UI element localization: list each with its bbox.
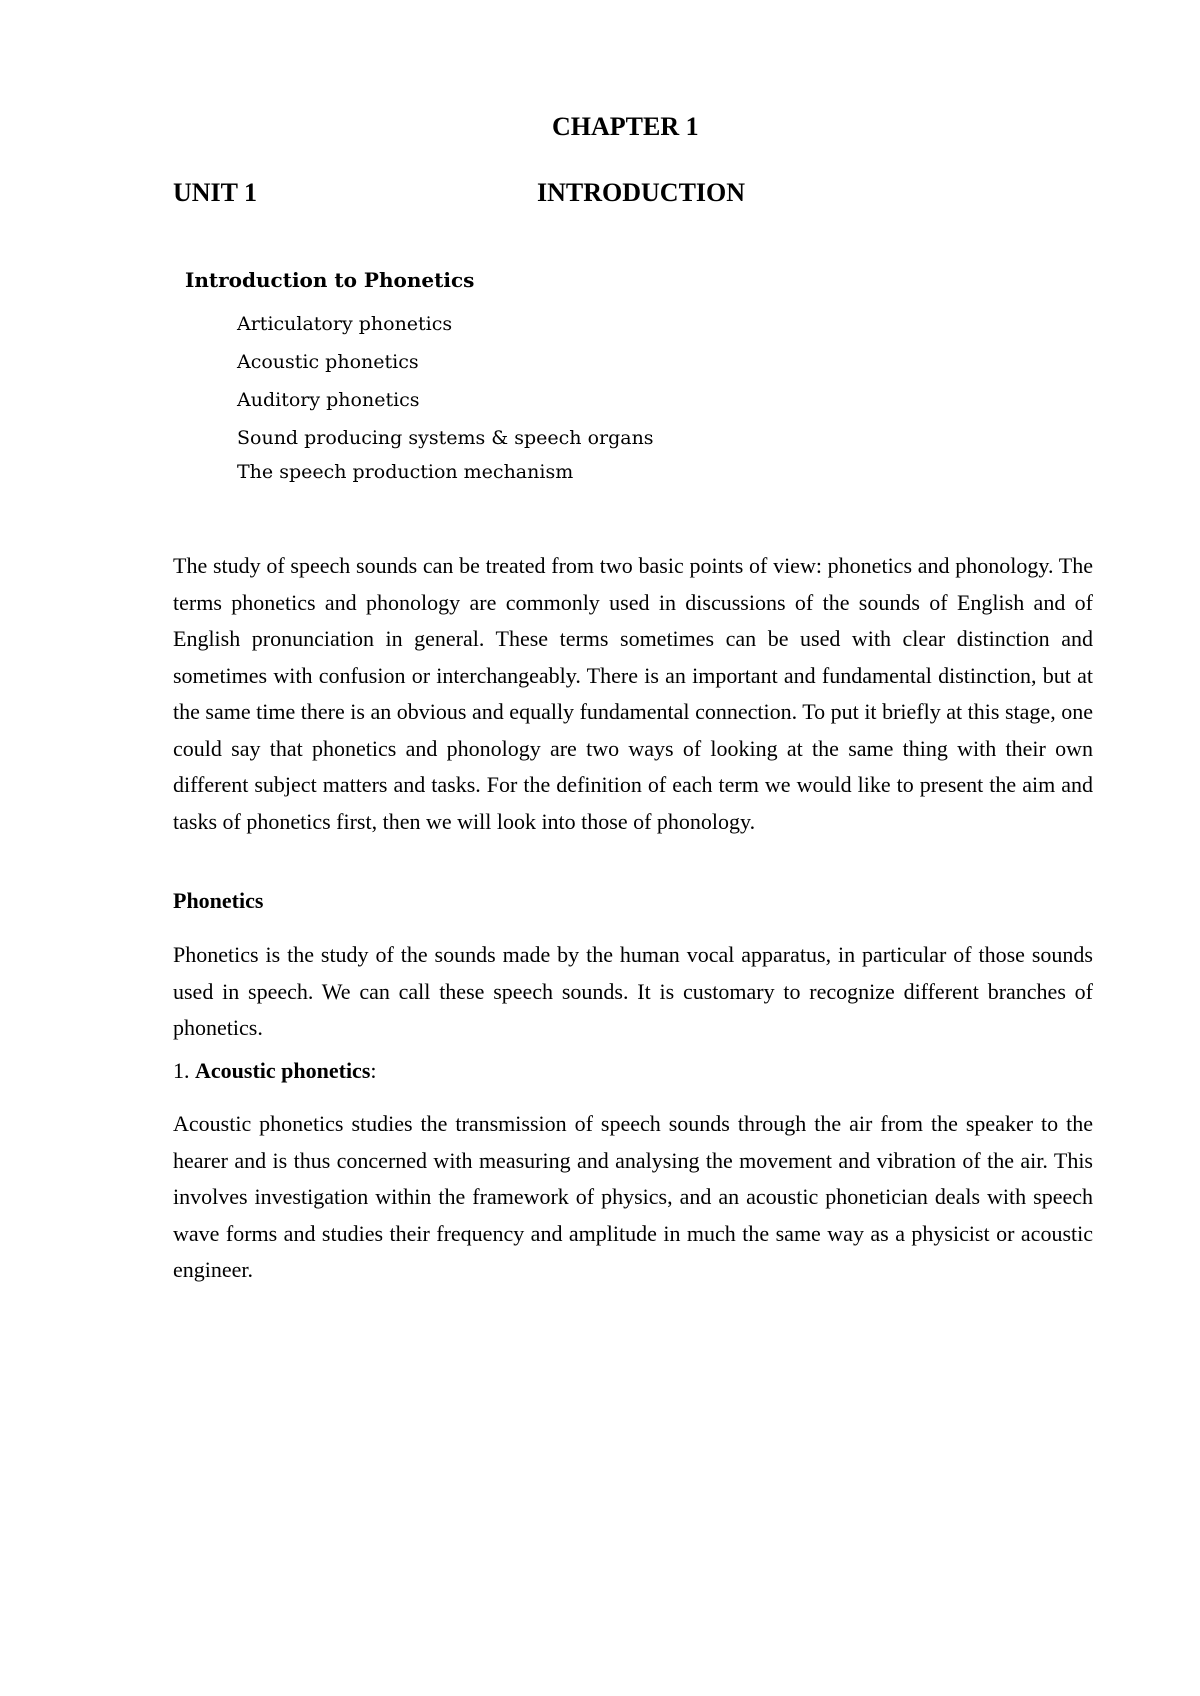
phonetics-paragraph: Phonetics is the study of the sounds made by the human vocal apparatus, in particular of those sounds used in speech. We can call these speech sounds. It is customary to recognize different branches of phonetics.	[173, 942, 1093, 1040]
section-heading-acoustic	[173, 1058, 377, 1084]
toc-item: Acoustic phonetics	[237, 351, 419, 373]
acoustic-paragraph: Acoustic phonetics studies the transmission of speech sounds through the air from the speaker to the hearer and is thus concerned with measuring and analysing the movement and vibration of the air. This involves investigation within the framework of physics, and an acoustic phonetician deals with speech wave forms and studies their frequency and amplitude in much the same way as a physicist or acoustic engineer.	[173, 1111, 1093, 1282]
toc-item: Auditory phonetics	[237, 389, 420, 411]
unit-label: UNIT 1	[173, 178, 258, 207]
intro-paragraph: The study of speech sounds can be treated from two basic points of view: phonetics and phonology. The terms phonetics and phonology are commonly used in discussions of the sounds of English and of English pronunciation in general. These terms sometimes can be used with clear distinction and sometimes with confusion or interchangeably. There is an important and fundamental distinction, but at the same time there is an obvious and equally fundamental connection. To put it briefly at this stage, one could say that phonetics and phonology are two ways of looking at the same thing with their own different subject matters and tasks. For the definition of each term we would like to present the aim and tasks of phonetics first, then we will look into those of phonology.	[173, 553, 1093, 834]
chapter-title: CHAPTER 1	[552, 112, 699, 141]
toc-list	[237, 305, 654, 487]
section-heading-text: Acoustic phonetics	[195, 1058, 371, 1083]
section-heading-suffix: :	[370, 1058, 377, 1083]
toc-item: Sound producing systems & speech organs	[237, 427, 654, 449]
section-number: 1.	[173, 1058, 190, 1083]
unit-title: INTRODUCTION	[537, 178, 746, 207]
toc-item: The speech production mechanism	[237, 461, 574, 483]
toc-heading: Introduction to Phonetics	[185, 268, 475, 292]
section-heading-phonetics: Phonetics	[173, 888, 264, 913]
toc-item: Articulatory phonetics	[237, 313, 453, 335]
